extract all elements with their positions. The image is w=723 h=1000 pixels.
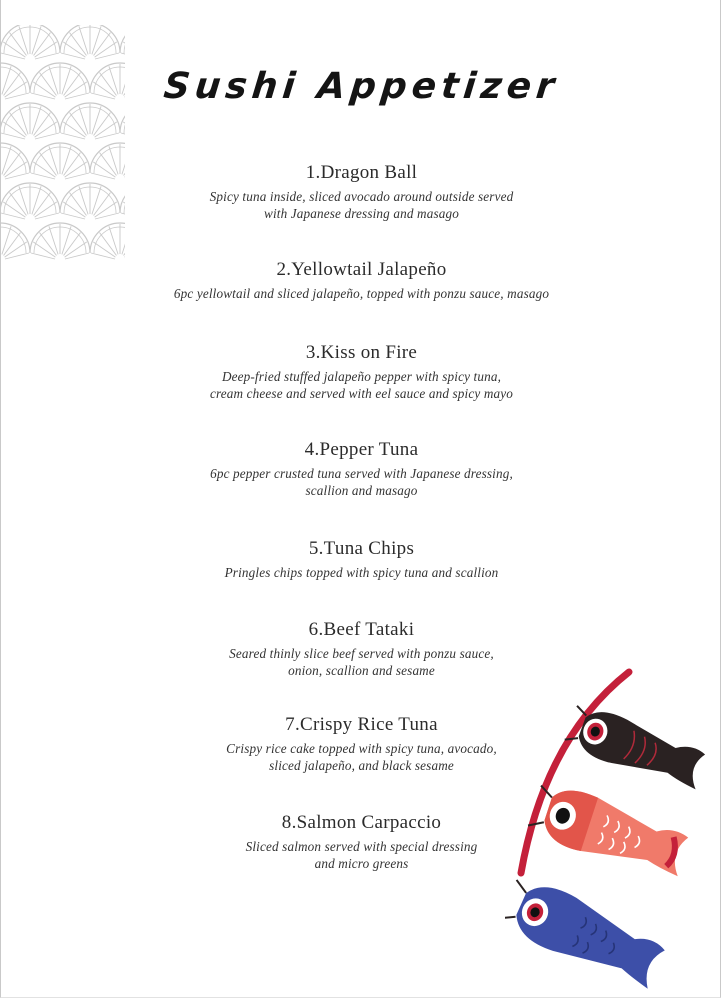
folding-fan-pattern-icon [0,25,125,260]
fan-motif [0,103,60,139]
item-name: 8.Salmon Carpaccio [281,812,442,833]
item-name: 5.Tuna Chips [308,538,415,559]
fan-motif [90,223,125,259]
desc-line: Sliced salmon served with special dressing [245,839,478,854]
fan-motif [120,25,125,59]
fan-motif [120,103,125,139]
desc-line: scallion and masago [305,482,418,498]
fan-motif [30,223,90,259]
desc-line: Deep-fried stuffed jalapeño pepper with spicy tuna, [221,369,502,384]
item-description [0,286,723,303]
item-description [0,466,723,499]
item-name: 3.Kiss on Fire [305,342,418,363]
red-koi [525,779,693,882]
desc-line: onion, scallion and sesame [288,662,435,678]
item-description [0,565,723,582]
fan-motif [60,103,120,139]
item-description [0,369,723,402]
black-koi [562,701,710,794]
blue-koi [505,872,670,993]
desc-line: with Japanese dressing and masago [264,205,459,221]
fan-motif [0,25,60,59]
desc-line: 6pc pepper crusted tuna served with Japanese dressing, [210,466,513,481]
menu-item-tuna-chips [0,538,723,582]
item-name: 7.Crispy Rice Tuna [285,714,438,735]
item-description [0,189,723,222]
desc-line: Spicy tuna inside, sliced avocado around outside served [209,189,514,204]
item-name: 1.Dragon Ball [305,162,418,183]
desc-line: and micro greens [314,855,409,871]
menu-item-kiss-on-fire [0,342,723,402]
fan-motif [0,223,30,259]
item-name: 2.Yellowtail Jalapeño [276,259,447,280]
koinobori-carp-streamers-icon [505,668,721,998]
menu-item-yellowtail-jalapeno [0,259,723,303]
menu-title: Sushi Appetizer [161,66,562,107]
menu-item-pepper-tuna [0,439,723,499]
desc-line: Pringles chips topped with spicy tuna and scallion [224,565,499,580]
desc-line: sliced jalapeño, and black sesame [269,757,454,773]
item-name: 4.Pepper Tuna [304,439,419,460]
desc-line: Seared thinly slice beef served with ponzu sauce, [229,646,494,661]
menu-item-dragon-ball [0,162,723,222]
desc-line: cream cheese and served with eel sauce and spicy mayo [210,385,513,401]
item-name: 6.Beef Tataki [308,619,415,640]
desc-line: Crispy rice cake topped with spicy tuna, avocado, [226,741,497,756]
desc-line: 6pc yellowtail and sliced jalapeño, topped with ponzu sauce, masago [173,286,550,301]
fan-motif [60,25,120,59]
